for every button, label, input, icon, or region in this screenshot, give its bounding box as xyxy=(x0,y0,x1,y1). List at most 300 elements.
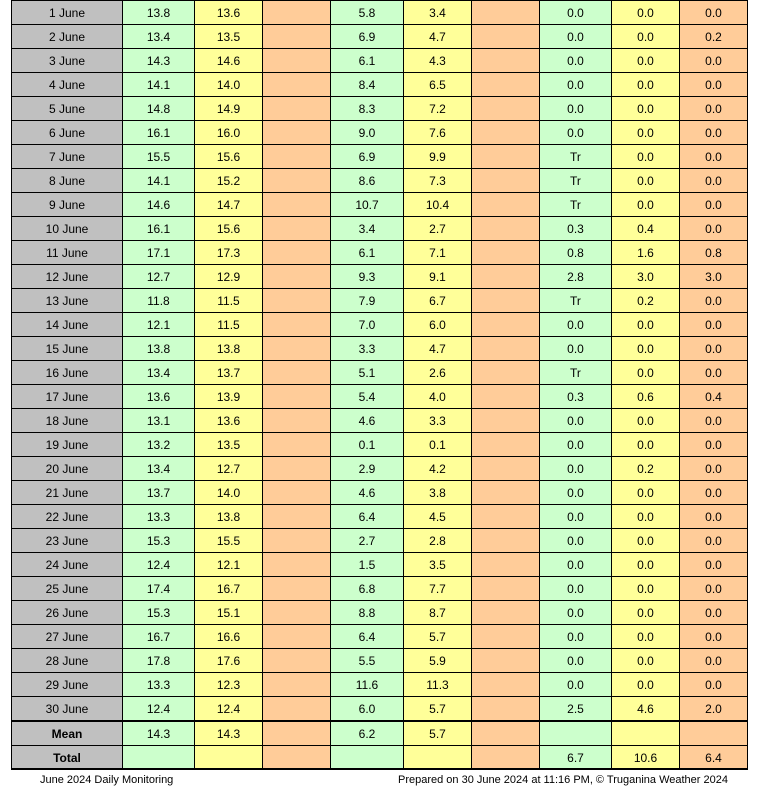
table-cell: 14.8 xyxy=(123,97,195,121)
table-row xyxy=(12,49,748,73)
table-row xyxy=(12,457,748,481)
table-cell: 7.6 xyxy=(404,121,472,145)
table-cell: 0.0 xyxy=(680,649,748,673)
table-cell: 0.0 xyxy=(612,577,680,601)
table-cell: 0.3 xyxy=(540,385,612,409)
table-cell: 15.1 xyxy=(195,601,263,625)
table-row xyxy=(12,97,748,121)
table-cell: 6.7 xyxy=(540,746,612,770)
table-row xyxy=(12,601,748,625)
table-cell: 0.0 xyxy=(680,577,748,601)
footer-credit: Prepared on 30 June 2024 at 11:16 PM, © Truganina Weather 2024 xyxy=(398,774,728,786)
table-cell: 6.2 xyxy=(331,721,404,746)
table-cell xyxy=(472,73,540,97)
table-cell xyxy=(263,433,331,457)
table-cell: 0.0 xyxy=(612,481,680,505)
table-cell xyxy=(263,673,331,697)
table-cell xyxy=(472,217,540,241)
row-label: 15 June xyxy=(12,337,123,361)
table-cell: 7.0 xyxy=(331,313,404,337)
table-cell: 13.4 xyxy=(123,25,195,49)
table-cell xyxy=(540,721,612,746)
table-cell: 13.7 xyxy=(195,361,263,385)
table-row xyxy=(12,361,748,385)
table-cell xyxy=(472,121,540,145)
table-cell: 12.4 xyxy=(195,697,263,722)
table-cell xyxy=(263,746,331,770)
table-cell xyxy=(472,505,540,529)
table-cell: 13.6 xyxy=(195,1,263,25)
table-cell: 0.0 xyxy=(680,361,748,385)
table-cell xyxy=(263,553,331,577)
table-row xyxy=(12,337,748,361)
table-cell: 0.0 xyxy=(540,649,612,673)
table-cell: 9.3 xyxy=(331,265,404,289)
table-cell: 0.0 xyxy=(612,601,680,625)
table-cell: 2.0 xyxy=(680,697,748,722)
row-label: 26 June xyxy=(12,601,123,625)
table-cell: Tr xyxy=(540,193,612,217)
table-cell xyxy=(263,193,331,217)
table-row xyxy=(12,169,748,193)
table-row xyxy=(12,145,748,169)
row-label: 19 June xyxy=(12,433,123,457)
table-cell: 12.7 xyxy=(195,457,263,481)
table-cell: 14.3 xyxy=(195,721,263,746)
table-cell xyxy=(263,169,331,193)
table-cell: 0.8 xyxy=(540,241,612,265)
table-cell: 11.5 xyxy=(195,313,263,337)
table-cell: 2.8 xyxy=(404,529,472,553)
table-row xyxy=(12,73,748,97)
table-cell: 15.5 xyxy=(195,529,263,553)
table-cell: 0.0 xyxy=(612,97,680,121)
table-cell: 0.0 xyxy=(612,409,680,433)
table-cell: 5.7 xyxy=(404,625,472,649)
table-cell: 17.6 xyxy=(195,649,263,673)
table-cell xyxy=(680,721,748,746)
row-label: 14 June xyxy=(12,313,123,337)
table-cell: 15.5 xyxy=(123,145,195,169)
table-cell: 16.7 xyxy=(123,625,195,649)
table-cell: 6.9 xyxy=(331,145,404,169)
table-row xyxy=(12,1,748,25)
table-cell xyxy=(472,1,540,25)
table-cell: 16.1 xyxy=(123,217,195,241)
table-cell: 9.1 xyxy=(404,265,472,289)
row-label: 16 June xyxy=(12,361,123,385)
table-cell: 0.0 xyxy=(612,649,680,673)
footer-title: June 2024 Daily Monitoring xyxy=(40,774,174,786)
row-label: 23 June xyxy=(12,529,123,553)
table-cell: 0.0 xyxy=(540,601,612,625)
table-cell: 13.9 xyxy=(195,385,263,409)
table-cell: 4.3 xyxy=(404,49,472,73)
table-cell xyxy=(472,313,540,337)
table-cell xyxy=(472,601,540,625)
table-cell: 5.5 xyxy=(331,649,404,673)
table-cell: 2.8 xyxy=(540,265,612,289)
table-cell xyxy=(263,73,331,97)
table-cell xyxy=(472,481,540,505)
table-row xyxy=(12,577,748,601)
table-row xyxy=(12,193,748,217)
table-row xyxy=(12,409,748,433)
table-cell xyxy=(263,145,331,169)
table-cell: 6.1 xyxy=(331,241,404,265)
table-cell: 12.9 xyxy=(195,265,263,289)
table-cell: 3.3 xyxy=(404,409,472,433)
table-cell: 5.7 xyxy=(404,721,472,746)
table-cell xyxy=(472,746,540,770)
table-cell: 0.3 xyxy=(540,217,612,241)
table-cell: 13.8 xyxy=(195,337,263,361)
table-cell xyxy=(472,385,540,409)
table-cell: 0.0 xyxy=(612,73,680,97)
table-cell: 0.0 xyxy=(680,529,748,553)
table-cell: 3.4 xyxy=(331,217,404,241)
table-cell: 0.0 xyxy=(540,337,612,361)
row-label: 11 June xyxy=(12,241,123,265)
row-label: 20 June xyxy=(12,457,123,481)
table-cell: 2.7 xyxy=(404,217,472,241)
row-label: 13 June xyxy=(12,289,123,313)
table-cell: 12.1 xyxy=(123,313,195,337)
table-cell: 13.4 xyxy=(123,361,195,385)
table-cell: 10.7 xyxy=(331,193,404,217)
table-cell xyxy=(472,289,540,313)
table-row xyxy=(12,25,748,49)
table-cell xyxy=(472,721,540,746)
table-cell: 16.0 xyxy=(195,121,263,145)
table-cell: Tr xyxy=(540,169,612,193)
table-row xyxy=(12,625,748,649)
table-cell xyxy=(472,409,540,433)
table-cell xyxy=(472,697,540,722)
table-cell xyxy=(263,1,331,25)
table-cell: 0.0 xyxy=(612,505,680,529)
table-cell: 0.0 xyxy=(680,49,748,73)
table-cell: 0.0 xyxy=(612,529,680,553)
table-cell xyxy=(612,721,680,746)
table-cell: 0.0 xyxy=(612,361,680,385)
table-cell: 13.3 xyxy=(123,673,195,697)
table-cell xyxy=(263,217,331,241)
table-cell: 0.0 xyxy=(612,433,680,457)
table-cell: 12.4 xyxy=(123,553,195,577)
table-cell xyxy=(263,241,331,265)
table-cell: 4.6 xyxy=(612,697,680,722)
table-row xyxy=(12,265,748,289)
row-label: 29 June xyxy=(12,673,123,697)
table-cell: 6.4 xyxy=(680,746,748,770)
table-cell: 0.0 xyxy=(680,553,748,577)
table-cell: 0.0 xyxy=(680,481,748,505)
table-cell: Tr xyxy=(540,361,612,385)
table-cell: 14.0 xyxy=(195,481,263,505)
table-cell: 12.4 xyxy=(123,697,195,722)
table-cell xyxy=(263,49,331,73)
table-cell xyxy=(472,49,540,73)
table-cell: 0.0 xyxy=(680,145,748,169)
table-cell: 6.4 xyxy=(331,505,404,529)
table-cell: 2.6 xyxy=(404,361,472,385)
table-cell: 1.5 xyxy=(331,553,404,577)
table-cell: 15.6 xyxy=(195,145,263,169)
table-cell: 0.0 xyxy=(680,625,748,649)
table-cell xyxy=(263,577,331,601)
table-body xyxy=(12,1,748,770)
table-cell xyxy=(263,601,331,625)
table-cell: 0.0 xyxy=(540,529,612,553)
table-cell: 0.0 xyxy=(612,1,680,25)
table-cell: 13.1 xyxy=(123,409,195,433)
table-cell: 8.7 xyxy=(404,601,472,625)
table-cell: 0.6 xyxy=(612,385,680,409)
table-cell xyxy=(472,433,540,457)
table-cell: 6.8 xyxy=(331,577,404,601)
table-cell: 5.8 xyxy=(331,1,404,25)
table-cell xyxy=(472,361,540,385)
table-cell: 4.7 xyxy=(404,25,472,49)
table-cell: 5.9 xyxy=(404,649,472,673)
table-cell: 0.1 xyxy=(404,433,472,457)
table-cell xyxy=(472,97,540,121)
table-cell: 0.0 xyxy=(680,97,748,121)
table-cell: 10.4 xyxy=(404,193,472,217)
table-cell: 0.0 xyxy=(680,601,748,625)
table-cell: 13.6 xyxy=(195,409,263,433)
table-cell: 7.3 xyxy=(404,169,472,193)
table-row xyxy=(12,289,748,313)
row-label: 28 June xyxy=(12,649,123,673)
table-cell: 8.3 xyxy=(331,97,404,121)
table-cell xyxy=(472,649,540,673)
table-cell: 0.0 xyxy=(680,289,748,313)
table-cell xyxy=(263,289,331,313)
table-cell: 0.0 xyxy=(540,577,612,601)
table-cell: 0.0 xyxy=(680,337,748,361)
daily-data-table xyxy=(11,0,748,770)
table-cell: 7.1 xyxy=(404,241,472,265)
table-cell: 0.0 xyxy=(612,145,680,169)
table-cell: 0.0 xyxy=(612,673,680,697)
row-label: 24 June xyxy=(12,553,123,577)
row-label: 3 June xyxy=(12,49,123,73)
table-cell xyxy=(472,145,540,169)
table-cell: 0.0 xyxy=(680,409,748,433)
row-label: 7 June xyxy=(12,145,123,169)
table-cell: 10.6 xyxy=(612,746,680,770)
table-cell xyxy=(263,385,331,409)
table-cell: 8.6 xyxy=(331,169,404,193)
table-cell: 14.3 xyxy=(123,721,195,746)
table-row xyxy=(12,505,748,529)
total-row xyxy=(12,746,748,770)
table-cell: 13.4 xyxy=(123,457,195,481)
row-label: 6 June xyxy=(12,121,123,145)
table-row xyxy=(12,217,748,241)
table-cell: 12.3 xyxy=(195,673,263,697)
table-cell xyxy=(263,721,331,746)
row-label: 1 June xyxy=(12,1,123,25)
table-cell: 13.3 xyxy=(123,505,195,529)
table-cell: 0.0 xyxy=(680,193,748,217)
table-cell: 0.0 xyxy=(540,1,612,25)
table-cell xyxy=(263,529,331,553)
table-cell xyxy=(263,625,331,649)
table-cell: 13.8 xyxy=(123,1,195,25)
table-cell: 0.0 xyxy=(540,481,612,505)
table-cell: 13.6 xyxy=(123,385,195,409)
table-cell xyxy=(472,337,540,361)
table-cell xyxy=(195,746,263,770)
table-cell: 14.7 xyxy=(195,193,263,217)
table-cell xyxy=(123,746,195,770)
table-cell xyxy=(263,337,331,361)
table-cell: 11.5 xyxy=(195,289,263,313)
table-cell: 0.8 xyxy=(680,241,748,265)
table-cell: 14.1 xyxy=(123,73,195,97)
table-cell: 7.7 xyxy=(404,577,472,601)
table-cell: 16.1 xyxy=(123,121,195,145)
table-cell xyxy=(263,25,331,49)
table-cell xyxy=(472,457,540,481)
table-cell: 0.0 xyxy=(680,313,748,337)
table-cell: 6.7 xyxy=(404,289,472,313)
table-cell: 6.5 xyxy=(404,73,472,97)
row-label: 12 June xyxy=(12,265,123,289)
row-label: 8 June xyxy=(12,169,123,193)
table-cell: 15.3 xyxy=(123,601,195,625)
row-label: Mean xyxy=(12,721,123,746)
bottom-divider xyxy=(11,768,747,770)
table-cell: 13.7 xyxy=(123,481,195,505)
row-label: 27 June xyxy=(12,625,123,649)
table-cell: 7.9 xyxy=(331,289,404,313)
table-cell: 5.1 xyxy=(331,361,404,385)
table-cell: 14.6 xyxy=(123,193,195,217)
table-cell: 0.0 xyxy=(612,625,680,649)
table-cell: 0.0 xyxy=(612,553,680,577)
table-cell: 0.0 xyxy=(612,169,680,193)
table-cell: 0.0 xyxy=(680,433,748,457)
table-cell: 7.2 xyxy=(404,97,472,121)
table-cell: 0.0 xyxy=(540,121,612,145)
table-row xyxy=(12,673,748,697)
table-cell: 0.0 xyxy=(612,337,680,361)
row-label: 25 June xyxy=(12,577,123,601)
table-cell xyxy=(263,121,331,145)
table-cell: 13.5 xyxy=(195,433,263,457)
table-cell: 0.0 xyxy=(540,625,612,649)
table-cell: 0.0 xyxy=(612,193,680,217)
table-cell: 14.6 xyxy=(195,49,263,73)
table-cell: 16.6 xyxy=(195,625,263,649)
table-cell: 17.4 xyxy=(123,577,195,601)
table-cell: 4.6 xyxy=(331,481,404,505)
table-cell: 13.5 xyxy=(195,25,263,49)
table-cell: 9.0 xyxy=(331,121,404,145)
table-cell xyxy=(472,265,540,289)
table-cell xyxy=(263,505,331,529)
table-cell: 0.0 xyxy=(680,73,748,97)
table-cell xyxy=(263,265,331,289)
table-cell: 0.0 xyxy=(612,25,680,49)
table-row xyxy=(12,529,748,553)
table-cell: 3.0 xyxy=(680,265,748,289)
table-cell: 0.0 xyxy=(680,217,748,241)
table-cell: 17.1 xyxy=(123,241,195,265)
table-cell: 0.0 xyxy=(540,457,612,481)
table-cell xyxy=(472,529,540,553)
table-cell xyxy=(263,457,331,481)
table-cell: 0.0 xyxy=(540,433,612,457)
table-cell xyxy=(263,649,331,673)
table-cell: 15.2 xyxy=(195,169,263,193)
table-cell: 14.0 xyxy=(195,73,263,97)
table-cell: 0.0 xyxy=(540,25,612,49)
table-cell: 11.3 xyxy=(404,673,472,697)
table-cell xyxy=(331,746,404,770)
table-cell xyxy=(472,553,540,577)
table-row xyxy=(12,553,748,577)
table-cell: 13.8 xyxy=(195,505,263,529)
table-cell: 0.2 xyxy=(612,457,680,481)
table-row xyxy=(12,433,748,457)
table-cell xyxy=(472,241,540,265)
table-cell xyxy=(263,481,331,505)
mean-row xyxy=(12,721,748,746)
table-cell: 3.3 xyxy=(331,337,404,361)
table-cell: 2.7 xyxy=(331,529,404,553)
table-cell: 6.4 xyxy=(331,625,404,649)
row-label: 17 June xyxy=(12,385,123,409)
table-cell xyxy=(263,313,331,337)
table-cell xyxy=(404,746,472,770)
table-cell xyxy=(263,361,331,385)
row-label: 10 June xyxy=(12,217,123,241)
row-label: 30 June xyxy=(12,697,123,722)
table-cell: 4.0 xyxy=(404,385,472,409)
table-cell: 8.8 xyxy=(331,601,404,625)
table-row xyxy=(12,385,748,409)
table-cell: 0.0 xyxy=(540,313,612,337)
table-cell: 3.0 xyxy=(612,265,680,289)
table-cell: 6.0 xyxy=(331,697,404,722)
table-cell: 11.6 xyxy=(331,673,404,697)
table-cell xyxy=(472,25,540,49)
table-cell: 2.9 xyxy=(331,457,404,481)
table-cell: 0.0 xyxy=(612,49,680,73)
table-cell: 13.8 xyxy=(123,337,195,361)
table-cell: 0.0 xyxy=(612,121,680,145)
table-cell: 6.9 xyxy=(331,25,404,49)
row-label: 4 June xyxy=(12,73,123,97)
table-cell: 0.0 xyxy=(540,73,612,97)
table-cell: 0.0 xyxy=(680,505,748,529)
row-label: 18 June xyxy=(12,409,123,433)
table-cell: 17.3 xyxy=(195,241,263,265)
table-cell xyxy=(472,193,540,217)
table-cell: 0.4 xyxy=(612,217,680,241)
table-cell: 15.3 xyxy=(123,529,195,553)
table-row xyxy=(12,697,748,722)
table-cell: 0.0 xyxy=(540,97,612,121)
table-cell: 0.2 xyxy=(680,25,748,49)
table-cell: 0.0 xyxy=(680,121,748,145)
table-row xyxy=(12,649,748,673)
